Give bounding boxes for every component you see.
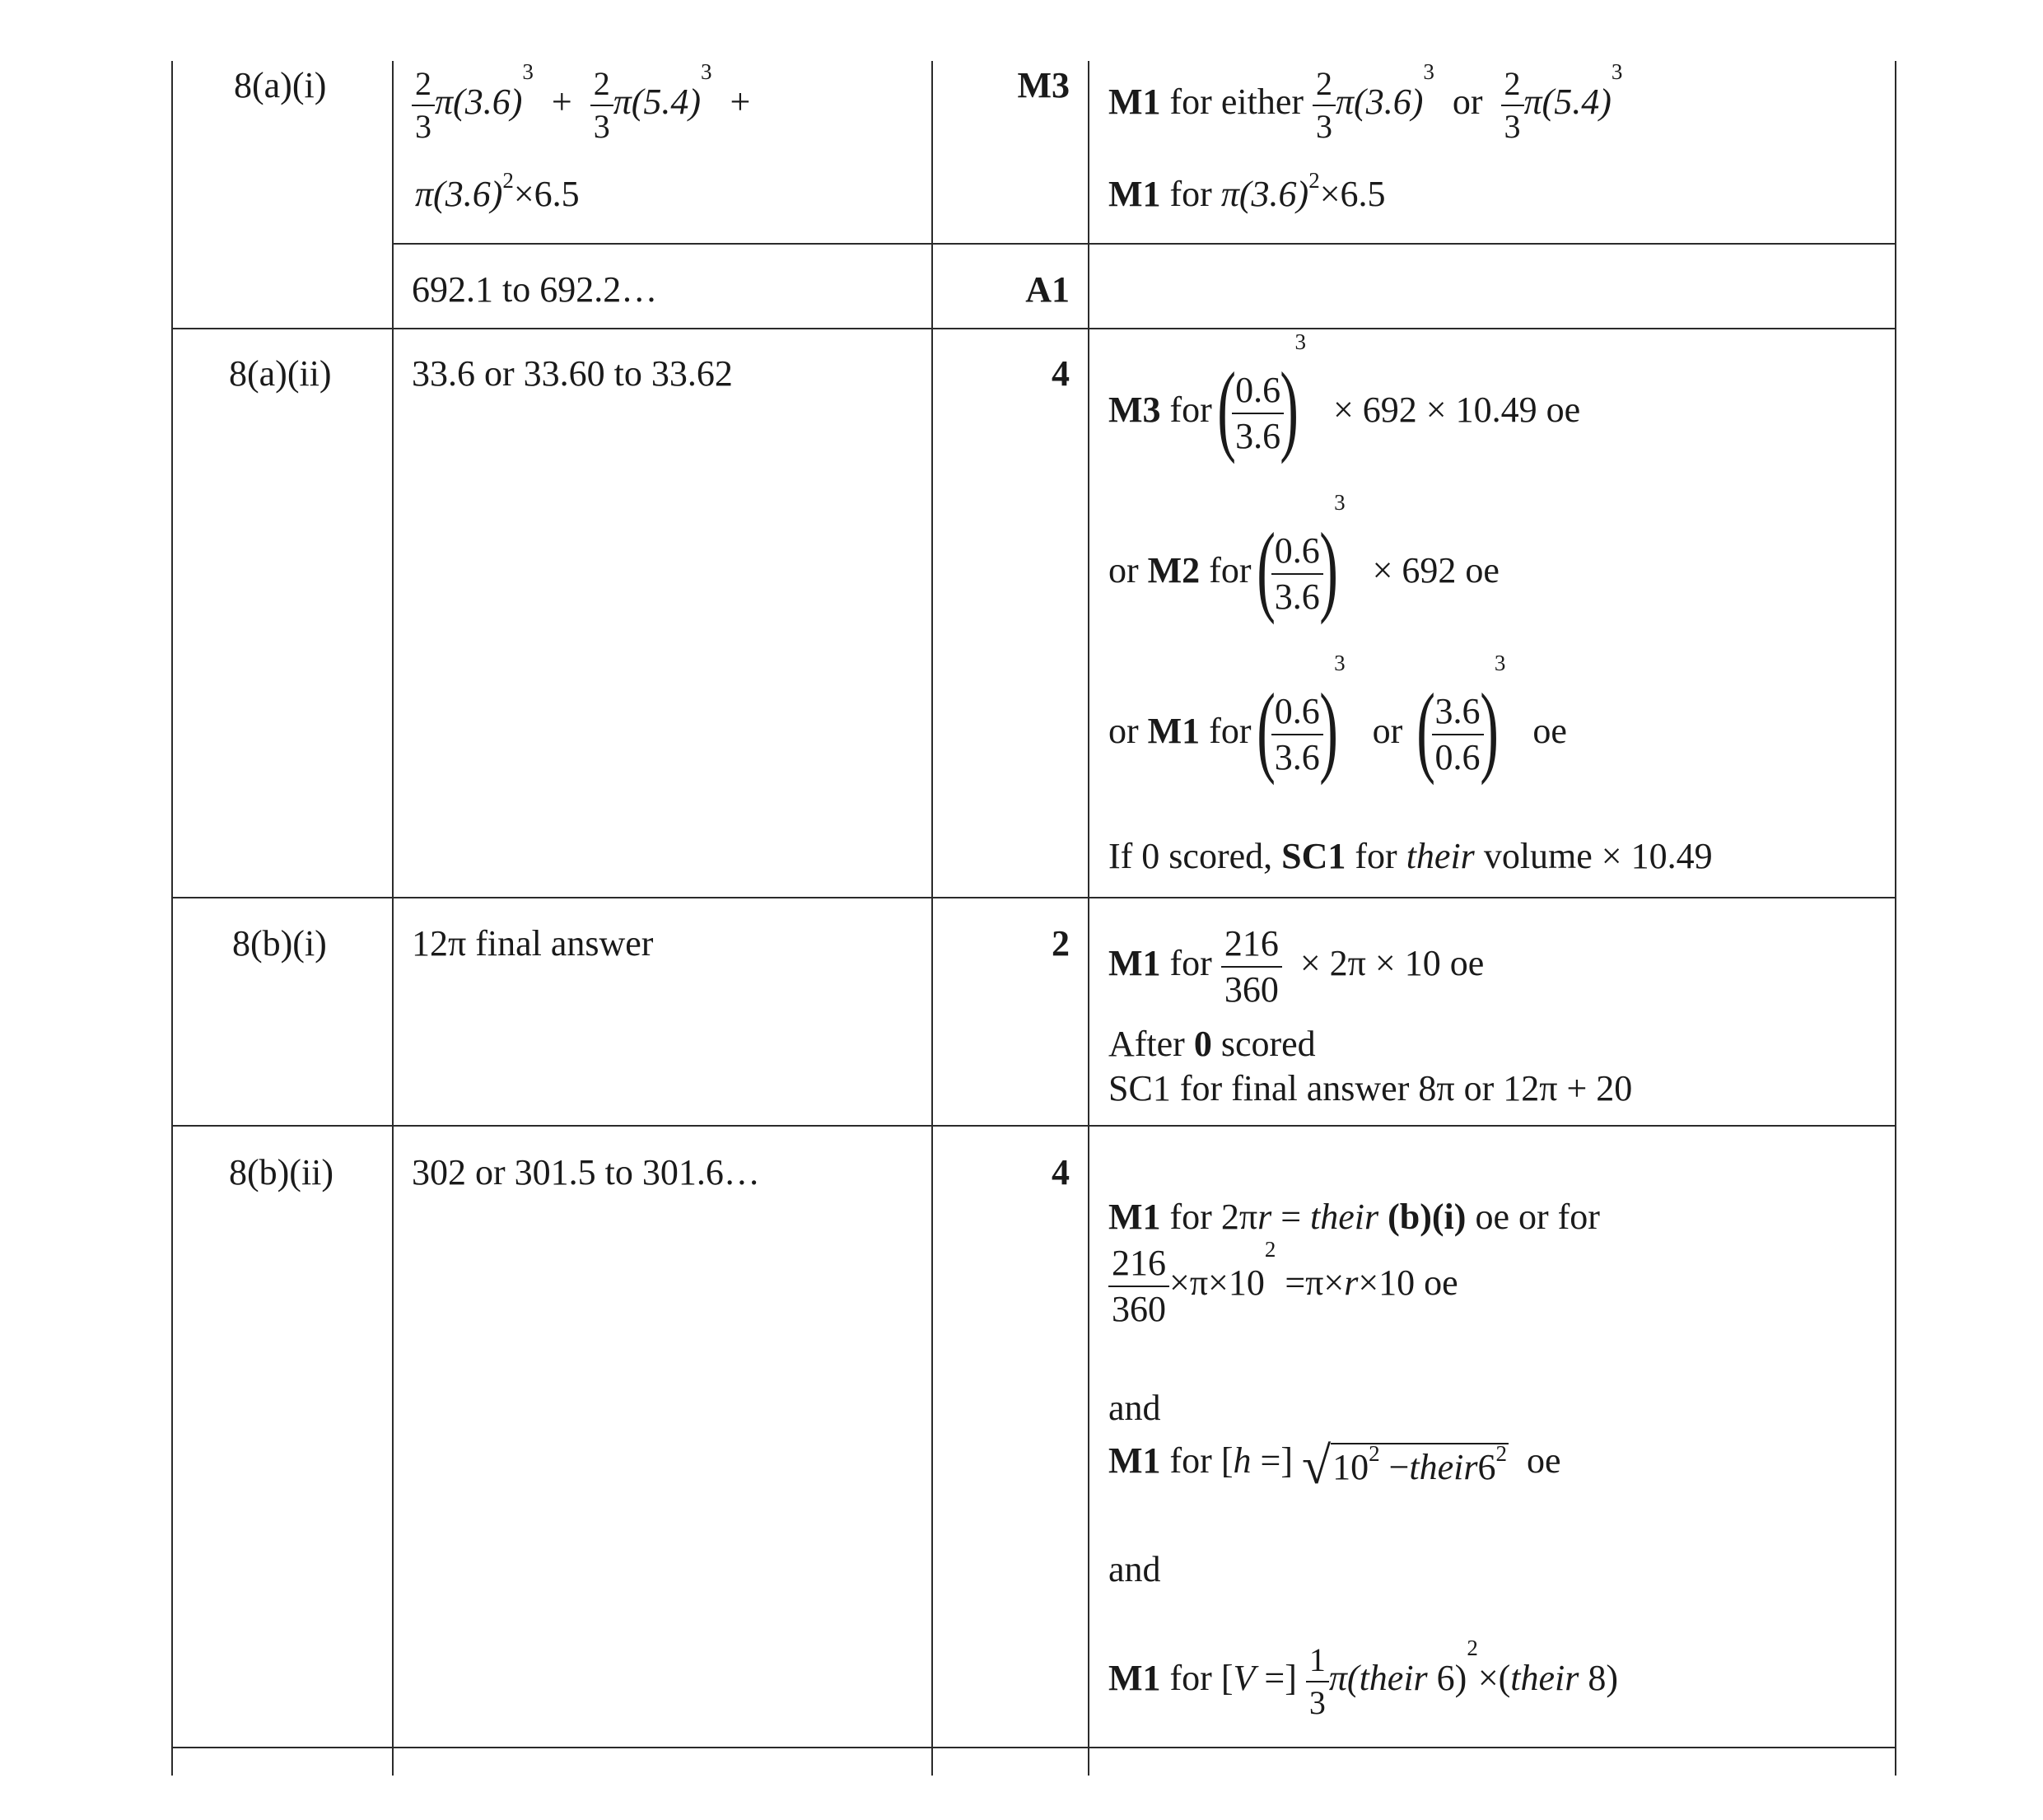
row-divider-1 (171, 328, 1896, 329)
guidance-m1a-equation: $\frac{216}{360}$ $\times\pi\times 10^2 =\pi\times r\times 10$ oe (1108, 1245, 1458, 1328)
fraction: $\frac{2}{3}$ (590, 68, 613, 143)
question-number: 8(b)(ii) (229, 1152, 334, 1192)
guidance-m1: M1 for $\frac{216}{360}$ × 2π × 10 oe (1108, 923, 1485, 1010)
column-divider-3 (1088, 61, 1089, 1776)
row-divider-3 (171, 1125, 1896, 1127)
fraction: $\frac{2}{3}$ (1501, 68, 1524, 143)
row-divider-4 (171, 1747, 1896, 1748)
guidance-m1b: M1 for [h =] $√10^2$ $-their6^2$ oe (1108, 1436, 1561, 1495)
answer-expression-line1: $\frac{2}{3}$ $\pi(3.6)^3$ + $\frac{2}{3}$ $\pi(5.4)^3$ + (412, 68, 750, 143)
table-border-left (171, 61, 173, 1776)
guidance-m1a: M1 for 2πr = their (b)(i) oe or for (1108, 1197, 1600, 1237)
answer-value: 12π final answer (412, 923, 654, 964)
guidance-m1c: M1 for [V =] $\frac{1}{3}$ π(their 6)$^2$×(their 8) (1108, 1636, 1619, 1721)
answer-expression-line2: $\pi(3.6)^2\times 6.5$ (415, 168, 580, 214)
guidance-special-case: If 0 scored, SC1 for their volume × 10.49 (1108, 836, 1713, 876)
question-number: 8(a)(ii) (229, 353, 332, 394)
column-divider-2 (931, 61, 933, 1776)
row-divider-2 (171, 897, 1896, 898)
guidance-and: and (1108, 1549, 1161, 1589)
guidance-m3: M3 for ( $\frac{0.6}{3.6}$ )$^3$ × 692 × 10.49 oe (1108, 329, 1581, 464)
question-number: 8(a)(i) (234, 65, 327, 105)
square-root: $√10^2$ $-their6^2$ (1301, 1436, 1508, 1495)
row-divider-sub (392, 243, 1896, 245)
answer-value: 33.6 or 33.60 to 33.62 (412, 353, 733, 394)
marks-value: 4 (1052, 353, 1070, 394)
guidance-line: M1 for $\pi(3.6)^2\times 6.5$ (1108, 168, 1386, 214)
marks-value: M3 (1017, 65, 1070, 105)
answer-value: 302 or 301.5 to 301.6… (412, 1152, 760, 1192)
marks-value: 2 (1052, 923, 1070, 964)
fraction: $\frac{2}{3}$ (1313, 68, 1336, 143)
marks-value: 4 (1052, 1152, 1070, 1192)
answer-value: 692.1 to 692.2… (412, 269, 658, 310)
question-number: 8(b)(i) (232, 923, 327, 964)
guidance-special-case: SC1 for final answer 8π or 12π + 20 (1108, 1068, 1633, 1108)
guidance-and: and (1108, 1388, 1161, 1428)
table-border-right (1895, 61, 1896, 1776)
guidance-m1: or M1 for ( $\frac{0.6}{3.6}$ )$^3$ or ( $\frac{3.6}{0.6}$ )$^3$ oe (1108, 651, 1567, 786)
column-divider-1 (392, 61, 394, 1776)
marks-value: A1 (1025, 269, 1070, 310)
guidance-m2: or M2 for ( $\frac{0.6}{3.6}$ )$^3$ × 692 oe (1108, 490, 1500, 625)
guidance-line: M1 for either $\frac{2}{3}$ $\pi(3.6)^3$ or $\frac{2}{3}$ $\pi(5.4)^3$ (1108, 59, 1623, 145)
fraction: $\frac{2}{3}$ (412, 68, 435, 143)
guidance-after: After 0 scored (1108, 1024, 1316, 1064)
